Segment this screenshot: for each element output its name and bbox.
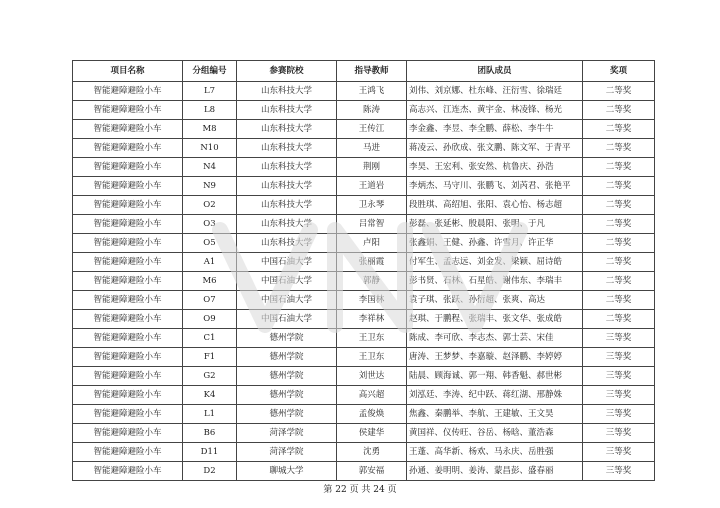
cell-school: 中国石油大学 (237, 310, 337, 329)
cell-award: 二等奖 (583, 253, 655, 272)
cell-team-members: 唐涛、王梦梦、李嘉璇、赵泽鹏、李婷婷 (407, 348, 583, 367)
cell-group-number: N4 (183, 158, 237, 177)
cell-award: 三等奖 (583, 348, 655, 367)
cell-group-number: M8 (183, 120, 237, 139)
cell-project-name: 智能避障避险小车 (73, 272, 183, 291)
table-row (73, 101, 655, 120)
cell-project-name: 智能避障避险小车 (73, 234, 183, 253)
cell-project-name: 智能避障避险小车 (73, 310, 183, 329)
table-row (73, 158, 655, 177)
cell-award: 二等奖 (583, 272, 655, 291)
cell-advisor: 侯建华 (337, 424, 407, 443)
cell-team-members: 刘伟、刘京娜、杜东峰、汪衍雪、徐瑞廷 (407, 82, 583, 101)
table-row (73, 215, 655, 234)
cell-group-number: G2 (183, 367, 237, 386)
cell-advisor: 卫永琴 (337, 196, 407, 215)
cell-team-members: 李金鑫、李昱、李全鹏、薛松、李牛牛 (407, 120, 583, 139)
cell-award: 三等奖 (583, 405, 655, 424)
cell-team-members: 赵琪、于鹏程、张瑞丰、张文华、张成皓 (407, 310, 583, 329)
table-header-row (73, 61, 655, 82)
header-school: 参赛院校 (237, 61, 337, 82)
cell-award: 二等奖 (583, 196, 655, 215)
cell-award: 三等奖 (583, 424, 655, 443)
cell-team-members: 段胜琪、高绍旭、张阳、袁心怡、杨志超 (407, 196, 583, 215)
table-row (73, 386, 655, 405)
table-row (73, 196, 655, 215)
cell-team-members: 张鑫娟、王健、孙鑫、许雪月、许正华 (407, 234, 583, 253)
cell-school: 山东科技大学 (237, 120, 337, 139)
cell-advisor: 吕常智 (337, 215, 407, 234)
table-row (73, 82, 655, 101)
cell-group-number: N10 (183, 139, 237, 158)
cell-school: 山东科技大学 (237, 234, 337, 253)
cell-school: 中国石油大学 (237, 253, 337, 272)
cell-team-members: 王蓬、高华新、杨欢、马永庆、岳胜强 (407, 443, 583, 462)
cell-award: 二等奖 (583, 291, 655, 310)
cell-award: 二等奖 (583, 120, 655, 139)
cell-advisor: 陈涛 (337, 101, 407, 120)
table-row (73, 291, 655, 310)
cell-school: 菏泽学院 (237, 424, 337, 443)
cell-group-number: O3 (183, 215, 237, 234)
cell-award: 二等奖 (583, 310, 655, 329)
cell-advisor: 荆刚 (337, 158, 407, 177)
cell-school: 德州学院 (237, 329, 337, 348)
cell-project-name: 智能避障避险小车 (73, 139, 183, 158)
cell-group-number: O9 (183, 310, 237, 329)
cell-group-number: O2 (183, 196, 237, 215)
table-row (73, 177, 655, 196)
table-row (73, 367, 655, 386)
cell-school: 山东科技大学 (237, 82, 337, 101)
cell-advisor: 郭安福 (337, 462, 407, 481)
cell-group-number: D11 (183, 443, 237, 462)
cell-team-members: 黄国祥、仪传旺、谷岳、杨晗、董浩森 (407, 424, 583, 443)
cell-project-name: 智能避障避险小车 (73, 291, 183, 310)
header-group-number: 分组编号 (183, 61, 237, 82)
cell-group-number: K4 (183, 386, 237, 405)
award-table (72, 60, 655, 481)
table-body (73, 82, 655, 481)
cell-school: 德州学院 (237, 348, 337, 367)
cell-award: 二等奖 (583, 139, 655, 158)
cell-award: 二等奖 (583, 215, 655, 234)
cell-group-number: B6 (183, 424, 237, 443)
cell-team-members: 袁子琪、张跃、孙衍超、张爽、高达 (407, 291, 583, 310)
cell-school: 山东科技大学 (237, 177, 337, 196)
table-row (73, 310, 655, 329)
cell-school: 德州学院 (237, 405, 337, 424)
cell-school: 中国石油大学 (237, 272, 337, 291)
page-footer: 第 22 页 共 24 页 (323, 485, 397, 495)
table-row (73, 462, 655, 481)
cell-award: 三等奖 (583, 462, 655, 481)
cell-team-members: 陆晨、顾海诚、郭一翔、韩香魁、郝世彬 (407, 367, 583, 386)
cell-school: 聊城大学 (237, 462, 337, 481)
cell-advisor: 王卫东 (337, 329, 407, 348)
cell-project-name: 智能避障避险小车 (73, 329, 183, 348)
table-row (73, 253, 655, 272)
cell-project-name: 智能避障避险小车 (73, 82, 183, 101)
cell-project-name: 智能避障避险小车 (73, 405, 183, 424)
table-row (73, 234, 655, 253)
cell-advisor: 王鸿飞 (337, 82, 407, 101)
cell-award: 二等奖 (583, 101, 655, 120)
cell-award: 二等奖 (583, 82, 655, 101)
cell-school: 德州学院 (237, 367, 337, 386)
table-row (73, 424, 655, 443)
cell-project-name: 智能避障避险小车 (73, 196, 183, 215)
cell-group-number: D2 (183, 462, 237, 481)
table-row (73, 329, 655, 348)
table-row (73, 348, 655, 367)
cell-advisor: 郭静 (337, 272, 407, 291)
header-project-name: 项目名称 (73, 61, 183, 82)
header-advisor: 指导教师 (337, 61, 407, 82)
cell-team-members: 孙通、姜明明、姜涛、蒙昌彭、盛春丽 (407, 462, 583, 481)
cell-advisor: 刘世达 (337, 367, 407, 386)
cell-group-number: F1 (183, 348, 237, 367)
cell-project-name: 智能避障避险小车 (73, 120, 183, 139)
cell-advisor: 张丽霞 (337, 253, 407, 272)
cell-school: 山东科技大学 (237, 196, 337, 215)
cell-school: 山东科技大学 (237, 158, 337, 177)
table-row (73, 272, 655, 291)
cell-award: 二等奖 (583, 177, 655, 196)
cell-team-members: 彭磊、张延彬、殷晨阳、张明、于凡 (407, 215, 583, 234)
cell-project-name: 智能避障避险小车 (73, 158, 183, 177)
cell-school: 山东科技大学 (237, 139, 337, 158)
cell-advisor: 马进 (337, 139, 407, 158)
table-row (73, 443, 655, 462)
cell-group-number: N9 (183, 177, 237, 196)
cell-award: 三等奖 (583, 443, 655, 462)
header-award: 奖项 (583, 61, 655, 82)
cell-project-name: 智能避障避险小车 (73, 424, 183, 443)
cell-advisor: 王卫东 (337, 348, 407, 367)
cell-team-members: 付军生、孟志远、刘金发、梁颖、屈诗皓 (407, 253, 583, 272)
header-team-members: 团队成员 (407, 61, 583, 82)
cell-group-number: C1 (183, 329, 237, 348)
table-row (73, 139, 655, 158)
cell-group-number: O7 (183, 291, 237, 310)
cell-school: 山东科技大学 (237, 215, 337, 234)
cell-team-members: 彭书贤、石林、石星皓、谢伟东、李瑞丰 (407, 272, 583, 291)
cell-project-name: 智能避障避险小车 (73, 443, 183, 462)
cell-school: 菏泽学院 (237, 443, 337, 462)
cell-award: 二等奖 (583, 234, 655, 253)
cell-award: 三等奖 (583, 329, 655, 348)
cell-group-number: M6 (183, 272, 237, 291)
cell-advisor: 沈勇 (337, 443, 407, 462)
cell-project-name: 智能避障避险小车 (73, 348, 183, 367)
cell-group-number: L1 (183, 405, 237, 424)
cell-school: 中国石油大学 (237, 291, 337, 310)
cell-team-members: 李昊、王宏利、张安然、杭鲁庆、孙浩 (407, 158, 583, 177)
cell-award: 三等奖 (583, 386, 655, 405)
cell-team-members: 高志兴、江连杰、黄宇金、林凌锋、杨光 (407, 101, 583, 120)
cell-advisor: 王道岩 (337, 177, 407, 196)
cell-advisor: 李祥林 (337, 310, 407, 329)
cell-project-name: 智能避障避险小车 (73, 215, 183, 234)
cell-group-number: O5 (183, 234, 237, 253)
cell-advisor: 卢阳 (337, 234, 407, 253)
cell-group-number: L8 (183, 101, 237, 120)
cell-team-members: 李炳杰、马守川、张鹏飞、刘芮君、张艳平 (407, 177, 583, 196)
cell-school: 山东科技大学 (237, 101, 337, 120)
cell-advisor: 孟俊焕 (337, 405, 407, 424)
cell-project-name: 智能避障避险小车 (73, 177, 183, 196)
cell-award: 三等奖 (583, 367, 655, 386)
cell-team-members: 陈成、李可欣、李志杰、郭士芸、宋佳 (407, 329, 583, 348)
cell-school: 德州学院 (237, 386, 337, 405)
cell-project-name: 智能避障避险小车 (73, 462, 183, 481)
cell-project-name: 智能避障避险小车 (73, 386, 183, 405)
cell-project-name: 智能避障避险小车 (73, 367, 183, 386)
cell-project-name: 智能避障避险小车 (73, 101, 183, 120)
cell-team-members: 焦鑫、秦鹏举、李航、王建敏、王文昊 (407, 405, 583, 424)
cell-group-number: L7 (183, 82, 237, 101)
cell-team-members: 蒋凌云、孙欣成、张文鹏、陈文军、于青平 (407, 139, 583, 158)
cell-award: 二等奖 (583, 158, 655, 177)
cell-advisor: 李国林 (337, 291, 407, 310)
cell-group-number: A1 (183, 253, 237, 272)
cell-team-members: 刘泓廷、李涛、纪中跃、蒋红湖、邢静姝 (407, 386, 583, 405)
table-row (73, 405, 655, 424)
cell-advisor: 高兴超 (337, 386, 407, 405)
table-row (73, 120, 655, 139)
cell-project-name: 智能避障避险小车 (73, 253, 183, 272)
cell-advisor: 王传江 (337, 120, 407, 139)
